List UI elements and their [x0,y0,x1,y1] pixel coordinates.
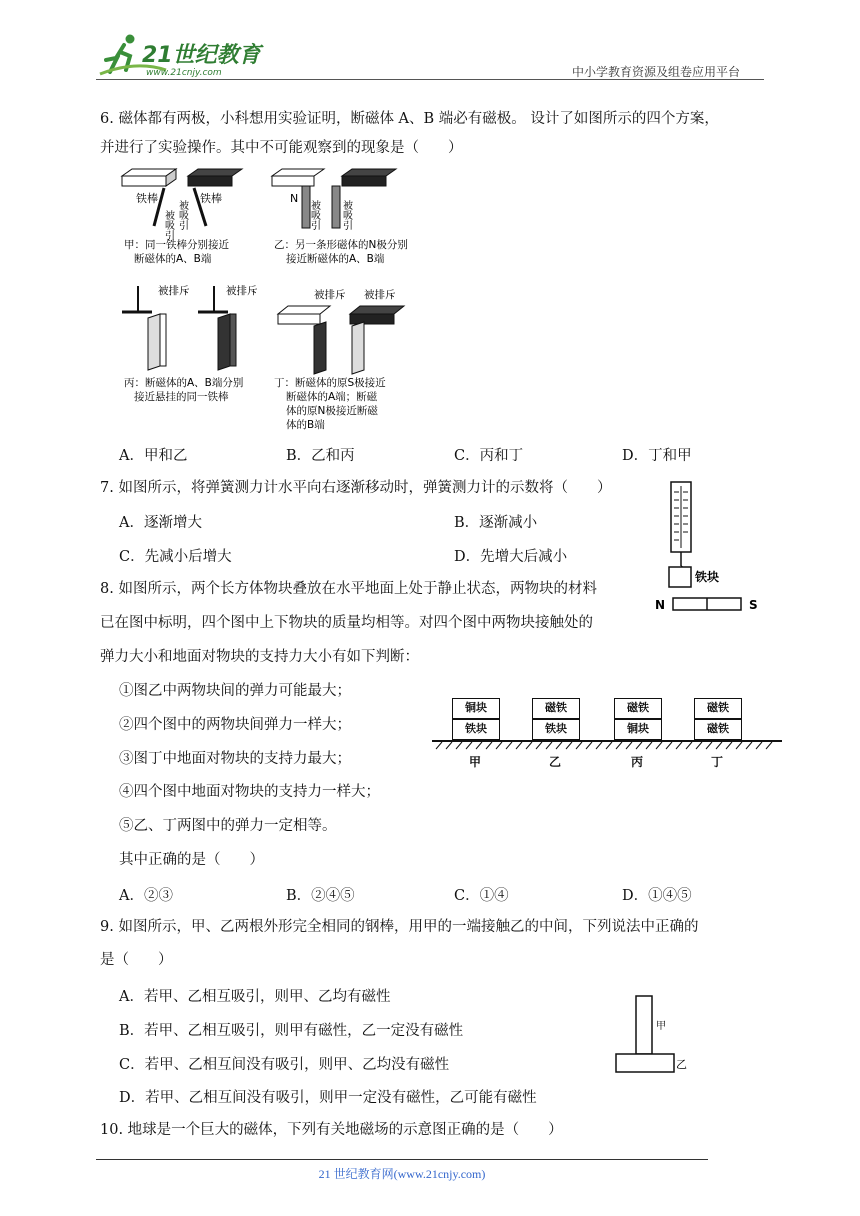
q9-stem-line2: 是（ ） [100,952,173,968]
label-yi: 乙 [549,755,562,769]
fig-ding-magnets-icon [278,306,404,374]
svg-text:N: N [290,192,299,205]
svg-text:断磁体的A、B端: 断磁体的A、B端 [134,253,212,265]
q9-stem-line1: 9. 如图所示，甲、乙两根外形完全相同的钢棒，用甲的一端接触乙的中间，下列说法中正确的 [100,919,699,935]
q8-stem-line1: 8. 如图所示，两个长方体物块叠放在水平地面上处于静止状态，两物块的材料 [100,581,597,597]
yi-bottom-block: 铁块 [532,719,580,740]
svg-text:铁棒: 铁棒 [136,192,158,205]
svg-text:丁：断磁体的原S极接近: 丁：断磁体的原S极接近 [274,377,386,389]
fig-bing-magnets-icon [122,286,236,370]
steel-bars-icon [612,993,702,1075]
q6-option-c[interactable]: C．丙和丁 [454,448,524,464]
q7-option-d[interactable]: D．先增大后减小 [454,549,568,565]
svg-text:21世纪教育: 21世纪教育 [142,43,261,68]
footer-link[interactable]: 21 世纪教育网(www.21cnjy.com) [318,1167,486,1181]
q8-item-4: ④四个图中地面对物块的支持力一样大； [119,784,380,800]
svg-text:被吸引: 被吸引 [162,210,174,240]
svg-text:乙: 乙 [676,1058,687,1071]
q6-option-b[interactable]: B．乙和丙 [286,448,355,464]
svg-text:乙：另一条形磁体的N极分别: 乙：另一条形磁体的N极分别 [274,239,408,251]
svg-text:丙：断磁体的A、B端分别: 丙：断磁体的A、B端分别 [124,377,244,389]
header-logo [96,30,266,80]
q8-item-2: ②四个图中的两物块间弹力一样大； [119,717,351,733]
q9-option-d[interactable]: D．若甲、乙相互间没有吸引，则甲一定没有磁性，乙可能有磁性 [119,1090,537,1106]
bing-bottom-block: 铜块 [614,719,662,740]
svg-text:甲：同一铁棒分别接近: 甲：同一铁棒分别接近 [124,239,229,251]
q6-figure [118,166,418,438]
svg-text:被吸引: 被吸引 [340,200,352,230]
q8-option-a[interactable]: A．②③ [119,888,173,904]
svg-text:铁棒: 铁棒 [200,192,222,205]
jia-bottom-block: 铁块 [452,719,500,740]
q7-option-b[interactable]: B．逐渐减小 [454,515,538,531]
svg-text:被排斥: 被排斥 [226,285,258,297]
jia-top-block: 铜块 [452,698,500,719]
q7-stem: 7. 如图所示，将弹簧测力计水平向右逐渐移动时，弹簧测力计的示数将（ ） [100,480,612,496]
svg-text:S: S [749,598,758,612]
svg-text:被吸引: 被吸引 [176,200,188,230]
svg-text:接近断磁体的A、B端: 接近断磁体的A、B端 [286,253,385,265]
label-ding: 丁 [711,755,724,769]
ding-bottom-block: 磁铁 [694,719,742,740]
q9-figure [612,993,702,1075]
svg-text:被排斥: 被排斥 [158,285,190,297]
q9-option-b[interactable]: B．若甲、乙相互吸引，则甲有磁性，乙一定没有磁性 [119,1023,464,1039]
svg-text:体的B端: 体的B端 [286,419,325,431]
q8-item-1: ①图乙中两物块间的弹力可能最大； [119,683,351,699]
footer-divider [96,1159,708,1160]
q9-option-a[interactable]: A．若甲、乙相互吸引，则甲、乙均有磁性 [119,989,391,1005]
q8-stem-line3: 弹力大小和地面对物块的支持力大小有如下判断： [100,649,419,665]
label-jia: 甲 [469,755,482,769]
svg-text:www.21cnjy.com: www.21cnjy.com [146,68,222,78]
q7-option-a[interactable]: A．逐渐增大 [119,515,202,531]
svg-text:被排斥: 被排斥 [364,289,396,301]
q7-option-c[interactable]: C．先减小后增大 [119,549,232,565]
q6-option-a[interactable]: A．甲和乙 [119,448,188,464]
ground-hatch-icon [432,739,782,751]
bing-top-block: 磁铁 [614,698,662,719]
spring-scale-icon [655,478,765,616]
svg-text:N: N [655,598,666,612]
runner-logo-icon [96,30,266,80]
q6-stem-line2: 并进行了实验操作。其中不可能观察到的现象是（ ） [100,140,463,156]
label-bing: 丙 [631,755,644,769]
svg-text:被排斥: 被排斥 [314,289,346,301]
q8-option-b[interactable]: B．②④⑤ [286,888,355,904]
svg-text:体的原N极接近断磁: 体的原N极接近断磁 [286,405,378,417]
header-divider [96,79,764,80]
yi-top-block: 磁铁 [532,698,580,719]
q9-option-c[interactable]: C．若甲、乙相互间没有吸引，则甲、乙均没有磁性 [119,1057,450,1073]
svg-text:被吸引: 被吸引 [308,200,320,230]
q8-option-c[interactable]: C．①④ [454,888,509,904]
header-platform-text: 中小学教育资源及组卷应用平台 [572,65,741,79]
svg-text:断磁体的A端；断磁: 断磁体的A端；断磁 [286,391,378,403]
q8-stem-line2: 已在图中标明，四个图中上下物块的质量均相等。对四个图中两物块接触处的 [100,615,593,631]
q10-stem: 10. 地球是一个巨大的磁体，下列有关地磁场的示意图正确的是（ ） [100,1122,563,1138]
svg-text:铁块: 铁块 [695,570,720,584]
q8-item-5: ⑤乙、丁两图中的弹力一定相等。 [119,818,337,834]
q8-ask: 其中正确的是（ ） [119,852,264,868]
q8-option-d[interactable]: D．①④⑤ [622,888,692,904]
svg-text:接近悬挂的同一铁棒: 接近悬挂的同一铁棒 [134,391,229,403]
q8-figure [432,695,782,773]
q6-stem-line1: 6. 磁体都有两极，小科想用实验证明，断磁体 A、B 端必有磁极。 设计了如图所示的四个方案， [100,111,719,127]
ding-top-block: 磁铁 [694,698,742,719]
q8-item-3: ③图丁中地面对物块的支持力最大； [119,751,351,767]
q7-figure [655,478,765,616]
svg-text:甲: 甲 [656,1021,666,1032]
q6-option-d[interactable]: D．丁和甲 [622,448,692,464]
